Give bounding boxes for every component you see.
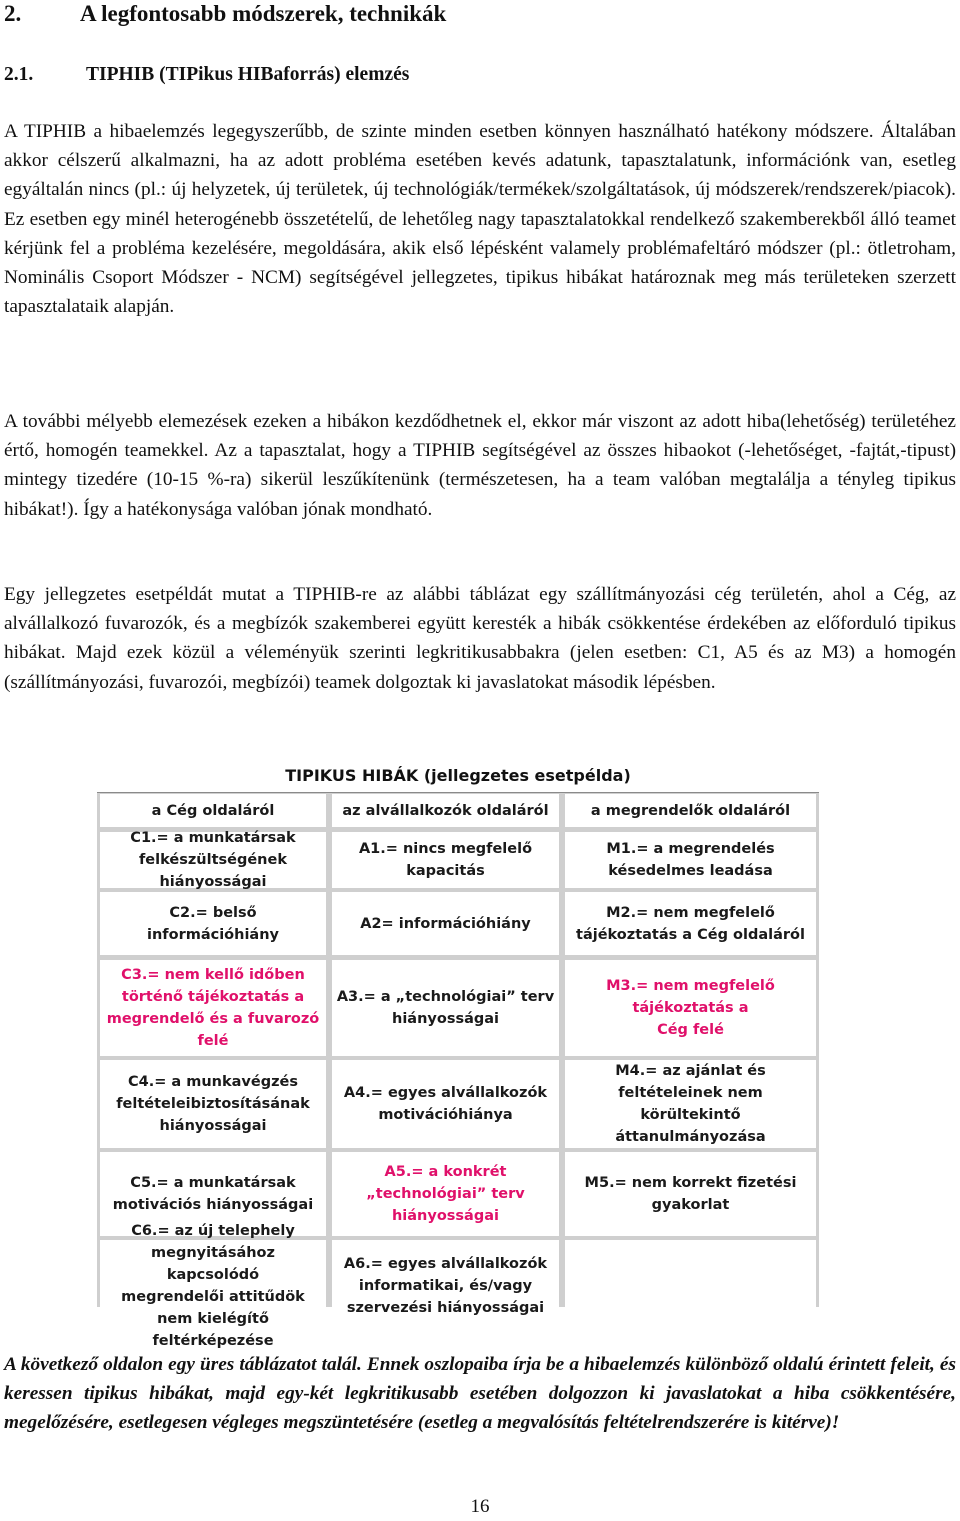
table-cell: A5.= a konkrét „technológiai” terv hiányosságai	[332, 1152, 559, 1236]
section-title: A legfontosabb módszerek, technikák	[80, 1, 447, 26]
table-column-header: a megrendelők oldaláról	[565, 794, 816, 827]
table-cell: A1.= nincs megfelelő kapacitás	[332, 832, 559, 888]
paragraph-analysis: A további mélyebb elemezések ezeken a hibákon kezdődhetnek el, ekkor már viszont az adott hiba(lehetőség) területéhez értő, homogén teamekkel. Az a tapasztalat, hogy a TIPHIB segítségével az összes hibaokot (-lehetőséget, -fajtát,-tipust) mintegy tizedére (10-15 %-ra) sikerül leszűkítenünk (természetesen, ha a team valóban megtalálja a tényleg tipikus hibákat!). Így a hatékonysága valóban jónak mondható.	[4, 411, 956, 520]
table-cell: A3.= a „technológiai” terv hiányosságai	[332, 960, 559, 1056]
table-cell: A6.= egyes alvállalkozók informatikai, és/vagy szervezési hiányosságai	[332, 1240, 559, 1332]
paragraph-intro: A TIPHIB a hibaelemzés legegyszerűbb, de szinte minden esetben könnyen használható hatékony módszere. Általában akkor célszerű alkalmazni, ha az adott probléma esetében kevés adatunk, tapasztalatunk, információnk van, esetleg egyáltalán nincs (pl.: új helyzetek, új területek, új technológiák/termékek/szolgáltatások, új módszerek/rendszerek/piacok). Ez esetben egy minél heterogénebb összetételű, de lehetőleg nagy tapasztalatokkal rendelkező szakemberekből álló teamet kérjünk fel a probléma kezelésére, megoldására, akik első lépésként valamely problémafeltáró módszer (pl.: ötletroham, Nominális Csoport Módszer - NCM) segítségével jellegzetes, tipikus hibákat határoznak meg más területeken szerzett tapasztalataik alapján.	[4, 121, 956, 318]
table-cell: C4.= a munkavégzés feltételeibiztosításának hiányosságai	[100, 1060, 326, 1148]
table-column-header: a Cég oldaláról	[100, 794, 326, 827]
typical-errors-table	[97, 762, 819, 1349]
table-column-header: az alvállalkozók oldaláról	[332, 794, 559, 827]
table-cell: M4.= az ajánlat és feltételeinek nem körültekintő áttanulmányozása	[565, 1060, 816, 1148]
section-number: 2.	[4, 1, 22, 26]
table-cell: M1.= a megrendelés késedelmes leadása	[565, 832, 816, 888]
section-heading	[4, 0, 446, 28]
table-cell: M2.= nem megfelelő tájékoztatás a Cég oldaláról	[565, 892, 816, 955]
table-cell: A4.= egyes alvállalkozók motivációhiánya	[332, 1060, 559, 1148]
table-cell: megnyitásához kapcsolódó megrendelői attitűdök nem kielégítő feltérképezése	[100, 1240, 326, 1332]
table-title: TIPIKUS HIBÁK (jellegzetes esetpélda)	[97, 762, 819, 793]
table-cell: C2.= belső információhiány	[100, 892, 326, 955]
table-cell: C3.= nem kellő időben történő tájékoztatás a megrendelő és a fuvarozó felé	[100, 960, 326, 1056]
table-cell: M3.= nem megfelelő tájékoztatás a Cég felé	[565, 960, 816, 1056]
page-number: 16	[470, 1496, 490, 1517]
table-cell	[565, 1240, 816, 1332]
subsection-heading	[4, 62, 409, 88]
table-cell: M5.= nem korrekt fizetési gyakorlat	[565, 1152, 816, 1236]
paragraph-example: Egy jellegzetes esetpéldát mutat a TIPHIB-re az alábbi táblázat egy szállítmányozási cég területén, ahol a Cég, az alvállalkozó fuvarozók, és a megbízók szakemberei együtt keresték a hibák csökkentése érdekében az előforduló tipikus hibákat. Majd ezek közül a véleményük szerinti legkritikusabbakra (jelen esetben: C1, A5 és az M3) a homogén (szállítmányozási, fuvarozói, megbízói) teamek dolgoztak ki javaslatokat második lépésben.	[4, 584, 956, 693]
task-instruction: A következő oldalon egy üres táblázatot talál. Ennek oszlopaiba írja be a hibaelemzés különböző oldalú érintett feleit, és keressen tipikus hibákat, majd egy-két legkritikusabb esetében dolgozzon ki javaslatokat a hiba csökkentésére, megelőzésére, esetlegesen végleges megszüntetésére (esetleg a megvalósítás feltételrendszerére is kitérve)!	[4, 1354, 956, 1434]
subsection-title: TIPHIB (TIPikus HIBaforrás) elemzés	[86, 64, 410, 85]
subsection-number: 2.1.	[4, 64, 34, 85]
table-cell: C1.= a munkatársak felkészültségének hiányosságai	[100, 832, 326, 888]
table-cell: C5.= a munkatársak motivációs hiányosságai	[100, 1152, 326, 1236]
table-cell: A2= információhiány	[332, 892, 559, 955]
